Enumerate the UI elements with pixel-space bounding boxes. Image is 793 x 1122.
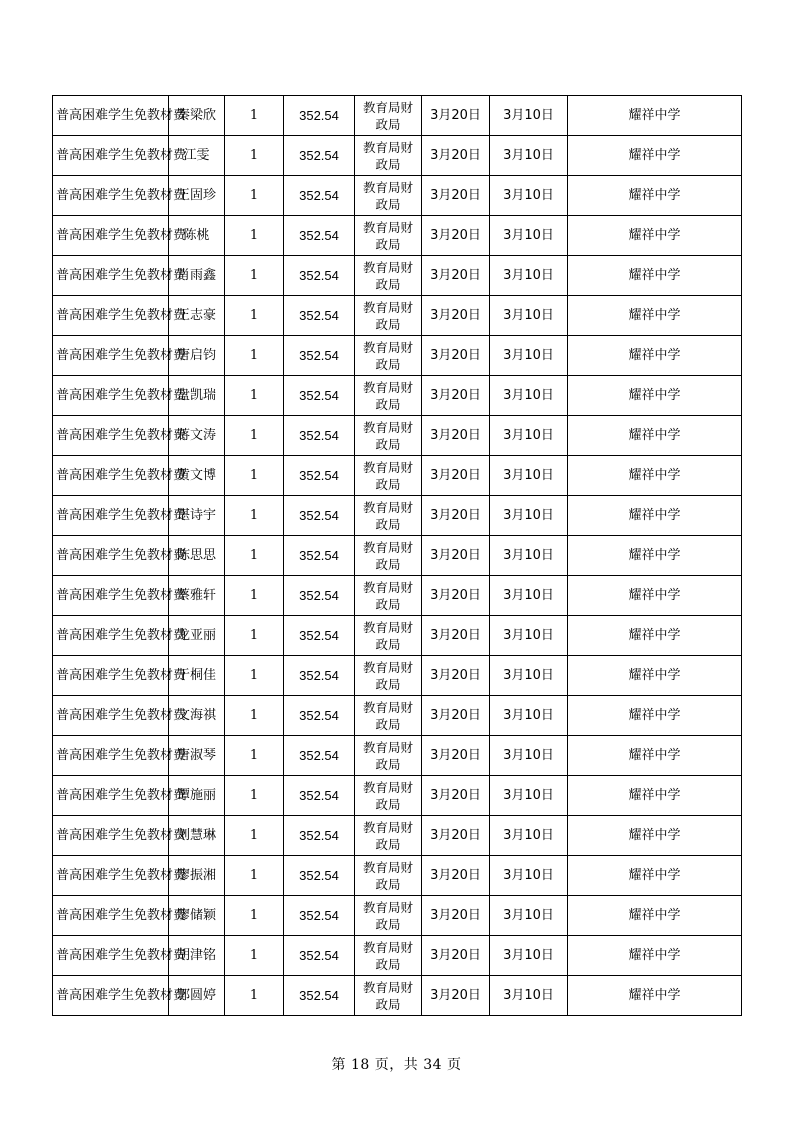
subsidy-type-cell: 普高困难学生免教材费 [53,136,169,176]
school-cell: 耀祥中学 [568,696,742,736]
student-name-cell: 文海祺 [169,696,225,736]
department-cell: 教育局财政局 [355,616,422,656]
student-name-cell: 陈桃 [169,216,225,256]
date-cell: 3月10日 [490,416,568,456]
table-row [53,896,742,936]
school-cell: 耀祥中学 [568,416,742,456]
department-cell: 教育局财政局 [355,976,422,1016]
quantity-cell: 1 [225,296,284,336]
quantity-cell: 1 [225,696,284,736]
date-cell: 3月10日 [490,976,568,1016]
date-cell: 3月10日 [490,96,568,136]
school-cell: 耀祥中学 [568,976,742,1016]
amount-cell: 352.54 [284,936,355,976]
date-cell: 3月20日 [422,296,490,336]
amount-cell: 352.54 [284,816,355,856]
date-cell: 3月20日 [422,856,490,896]
student-name-cell: 胡津铭 [169,936,225,976]
school-cell: 耀祥中学 [568,656,742,696]
subsidy-type-cell: 普高困难学生免教材费 [53,896,169,936]
student-name-cell: 唐启钧 [169,336,225,376]
amount-cell: 352.54 [284,856,355,896]
student-name-cell: 王志豪 [169,296,225,336]
table-row [53,616,742,656]
department-cell: 教育局财政局 [355,536,422,576]
quantity-cell: 1 [225,336,284,376]
date-cell: 3月10日 [490,216,568,256]
quantity-cell: 1 [225,496,284,536]
date-cell: 3月10日 [490,376,568,416]
table-row [53,296,742,336]
date-cell: 3月20日 [422,496,490,536]
date-cell: 3月10日 [490,856,568,896]
quantity-cell: 1 [225,136,284,176]
quantity-cell: 1 [225,736,284,776]
date-cell: 3月20日 [422,776,490,816]
table-row [53,816,742,856]
student-name-cell: 肖雨鑫 [169,256,225,296]
department-cell: 教育局财政局 [355,136,422,176]
date-cell: 3月20日 [422,656,490,696]
date-cell: 3月10日 [490,296,568,336]
table-row [53,576,742,616]
date-cell: 3月20日 [422,936,490,976]
department-cell: 教育局财政局 [355,816,422,856]
quantity-cell: 1 [225,896,284,936]
amount-cell: 352.54 [284,336,355,376]
subsidy-type-cell: 普高困难学生免教材费 [53,776,169,816]
amount-cell: 352.54 [284,296,355,336]
student-name-cell: 陈思思 [169,536,225,576]
date-cell: 3月10日 [490,936,568,976]
date-cell: 3月20日 [422,416,490,456]
table-row [53,496,742,536]
department-cell: 教育局财政局 [355,256,422,296]
date-cell: 3月20日 [422,736,490,776]
amount-cell: 352.54 [284,376,355,416]
department-cell: 教育局财政局 [355,456,422,496]
table-row [53,936,742,976]
amount-cell: 352.54 [284,736,355,776]
student-name-cell: 郭圆婷 [169,976,225,1016]
date-cell: 3月20日 [422,336,490,376]
date-cell: 3月10日 [490,816,568,856]
department-cell: 教育局财政局 [355,856,422,896]
department-cell: 教育局财政局 [355,336,422,376]
department-cell: 教育局财政局 [355,496,422,536]
subsidy-type-cell: 普高困难学生免教材费 [53,536,169,576]
quantity-cell: 1 [225,536,284,576]
student-name-cell: 廖储颖 [169,896,225,936]
department-cell: 教育局财政局 [355,176,422,216]
amount-cell: 352.54 [284,416,355,456]
school-cell: 耀祥中学 [568,336,742,376]
amount-cell: 352.54 [284,656,355,696]
table-row [53,736,742,776]
department-cell: 教育局财政局 [355,736,422,776]
quantity-cell: 1 [225,376,284,416]
date-cell: 3月20日 [422,816,490,856]
date-cell: 3月20日 [422,536,490,576]
subsidy-type-cell: 普高困难学生免教材费 [53,256,169,296]
table-row [53,656,742,696]
quantity-cell: 1 [225,96,284,136]
subsidy-type-cell: 普高困难学生免教材费 [53,336,169,376]
school-cell: 耀祥中学 [568,736,742,776]
table-row [53,336,742,376]
table-row [53,856,742,896]
department-cell: 教育局财政局 [355,656,422,696]
date-cell: 3月20日 [422,696,490,736]
department-cell: 教育局财政局 [355,96,422,136]
subsidy-type-cell: 普高困难学生免教材费 [53,976,169,1016]
school-cell: 耀祥中学 [568,576,742,616]
table-row [53,176,742,216]
department-cell: 教育局财政局 [355,936,422,976]
school-cell: 耀祥中学 [568,616,742,656]
quantity-cell: 1 [225,256,284,296]
subsidy-type-cell: 普高困难学生免教材费 [53,616,169,656]
date-cell: 3月10日 [490,496,568,536]
subsidy-type-cell: 普高困难学生免教材费 [53,856,169,896]
date-cell: 3月10日 [490,456,568,496]
school-cell: 耀祥中学 [568,256,742,296]
student-name-cell: 谭施丽 [169,776,225,816]
date-cell: 3月20日 [422,216,490,256]
subsidy-type-cell: 普高困难学生免教材费 [53,816,169,856]
subsidy-type-cell: 普高困难学生免教材费 [53,96,169,136]
quantity-cell: 1 [225,776,284,816]
amount-cell: 352.54 [284,96,355,136]
student-name-cell: 秦梁欣 [169,96,225,136]
school-cell: 耀祥中学 [568,296,742,336]
date-cell: 3月20日 [422,376,490,416]
department-cell: 教育局财政局 [355,216,422,256]
school-cell: 耀祥中学 [568,96,742,136]
table-row [53,976,742,1016]
date-cell: 3月20日 [422,96,490,136]
subsidy-type-cell: 普高困难学生免教材费 [53,576,169,616]
amount-cell: 352.54 [284,496,355,536]
quantity-cell: 1 [225,616,284,656]
date-cell: 3月10日 [490,176,568,216]
subsidy-type-cell: 普高困难学生免教材费 [53,936,169,976]
amount-cell: 352.54 [284,776,355,816]
student-name-cell: 唐淑琴 [169,736,225,776]
quantity-cell: 1 [225,976,284,1016]
date-cell: 3月20日 [422,576,490,616]
student-name-cell: 蔡雅轩 [169,576,225,616]
table-row [53,416,742,456]
student-name-cell: 于桐佳 [169,656,225,696]
date-cell: 3月20日 [422,456,490,496]
table-row [53,136,742,176]
quantity-cell: 1 [225,816,284,856]
date-cell: 3月10日 [490,536,568,576]
quantity-cell: 1 [225,576,284,616]
date-cell: 3月20日 [422,976,490,1016]
date-cell: 3月10日 [490,656,568,696]
amount-cell: 352.54 [284,976,355,1016]
subsidy-type-cell: 普高困难学生免教材费 [53,416,169,456]
table-row [53,216,742,256]
table-row [53,456,742,496]
date-cell: 3月10日 [490,136,568,176]
school-cell: 耀祥中学 [568,496,742,536]
school-cell: 耀祥中学 [568,936,742,976]
department-cell: 教育局财政局 [355,416,422,456]
department-cell: 教育局财政局 [355,296,422,336]
student-name-cell: 廖振湘 [169,856,225,896]
department-cell: 教育局财政局 [355,776,422,816]
department-cell: 教育局财政局 [355,696,422,736]
date-cell: 3月10日 [490,736,568,776]
subsidy-type-cell: 普高困难学生免教材费 [53,656,169,696]
amount-cell: 352.54 [284,136,355,176]
table-body [53,96,742,1016]
subsidy-type-cell: 普高困难学生免教材费 [53,216,169,256]
school-cell: 耀祥中学 [568,136,742,176]
subsidy-table-container [52,95,741,1016]
quantity-cell: 1 [225,456,284,496]
date-cell: 3月20日 [422,136,490,176]
school-cell: 耀祥中学 [568,776,742,816]
student-name-cell: 王固珍 [169,176,225,216]
school-cell: 耀祥中学 [568,456,742,496]
department-cell: 教育局财政局 [355,376,422,416]
student-name-cell: 盘凯瑞 [169,376,225,416]
school-cell: 耀祥中学 [568,896,742,936]
table-row [53,776,742,816]
subsidy-type-cell: 普高困难学生免教材费 [53,456,169,496]
amount-cell: 352.54 [284,896,355,936]
subsidy-type-cell: 普高困难学生免教材费 [53,176,169,216]
table-row [53,256,742,296]
student-name-cell: 谌诗宇 [169,496,225,536]
date-cell: 3月10日 [490,696,568,736]
date-cell: 3月10日 [490,336,568,376]
subsidy-table [52,95,742,1016]
table-row [53,376,742,416]
subsidy-type-cell: 普高困难学生免教材费 [53,736,169,776]
quantity-cell: 1 [225,856,284,896]
date-cell: 3月20日 [422,256,490,296]
subsidy-type-cell: 普高困难学生免教材费 [53,496,169,536]
amount-cell: 352.54 [284,536,355,576]
date-cell: 3月10日 [490,616,568,656]
school-cell: 耀祥中学 [568,856,742,896]
school-cell: 耀祥中学 [568,376,742,416]
date-cell: 3月20日 [422,896,490,936]
quantity-cell: 1 [225,176,284,216]
amount-cell: 352.54 [284,256,355,296]
table-row [53,96,742,136]
amount-cell: 352.54 [284,456,355,496]
department-cell: 教育局财政局 [355,576,422,616]
table-row [53,696,742,736]
subsidy-type-cell: 普高困难学生免教材费 [53,376,169,416]
date-cell: 3月10日 [490,896,568,936]
school-cell: 耀祥中学 [568,536,742,576]
amount-cell: 352.54 [284,576,355,616]
date-cell: 3月20日 [422,616,490,656]
page-footer: 第 18 页，共 34 页 [331,1057,462,1073]
amount-cell: 352.54 [284,216,355,256]
amount-cell: 352.54 [284,176,355,216]
quantity-cell: 1 [225,416,284,456]
date-cell: 3月10日 [490,776,568,816]
date-cell: 3月20日 [422,176,490,216]
school-cell: 耀祥中学 [568,816,742,856]
student-name-cell: 刘慧琳 [169,816,225,856]
amount-cell: 352.54 [284,696,355,736]
table-row [53,536,742,576]
quantity-cell: 1 [225,216,284,256]
school-cell: 耀祥中学 [568,176,742,216]
amount-cell: 352.54 [284,616,355,656]
quantity-cell: 1 [225,936,284,976]
date-cell: 3月10日 [490,256,568,296]
subsidy-type-cell: 普高困难学生免教材费 [53,696,169,736]
school-cell: 耀祥中学 [568,216,742,256]
student-name-cell: 蒋文涛 [169,416,225,456]
quantity-cell: 1 [225,656,284,696]
department-cell: 教育局财政局 [355,896,422,936]
student-name-cell: 黄文博 [169,456,225,496]
student-name-cell: 江雯 [169,136,225,176]
subsidy-type-cell: 普高困难学生免教材费 [53,296,169,336]
date-cell: 3月10日 [490,576,568,616]
student-name-cell: 龙亚丽 [169,616,225,656]
